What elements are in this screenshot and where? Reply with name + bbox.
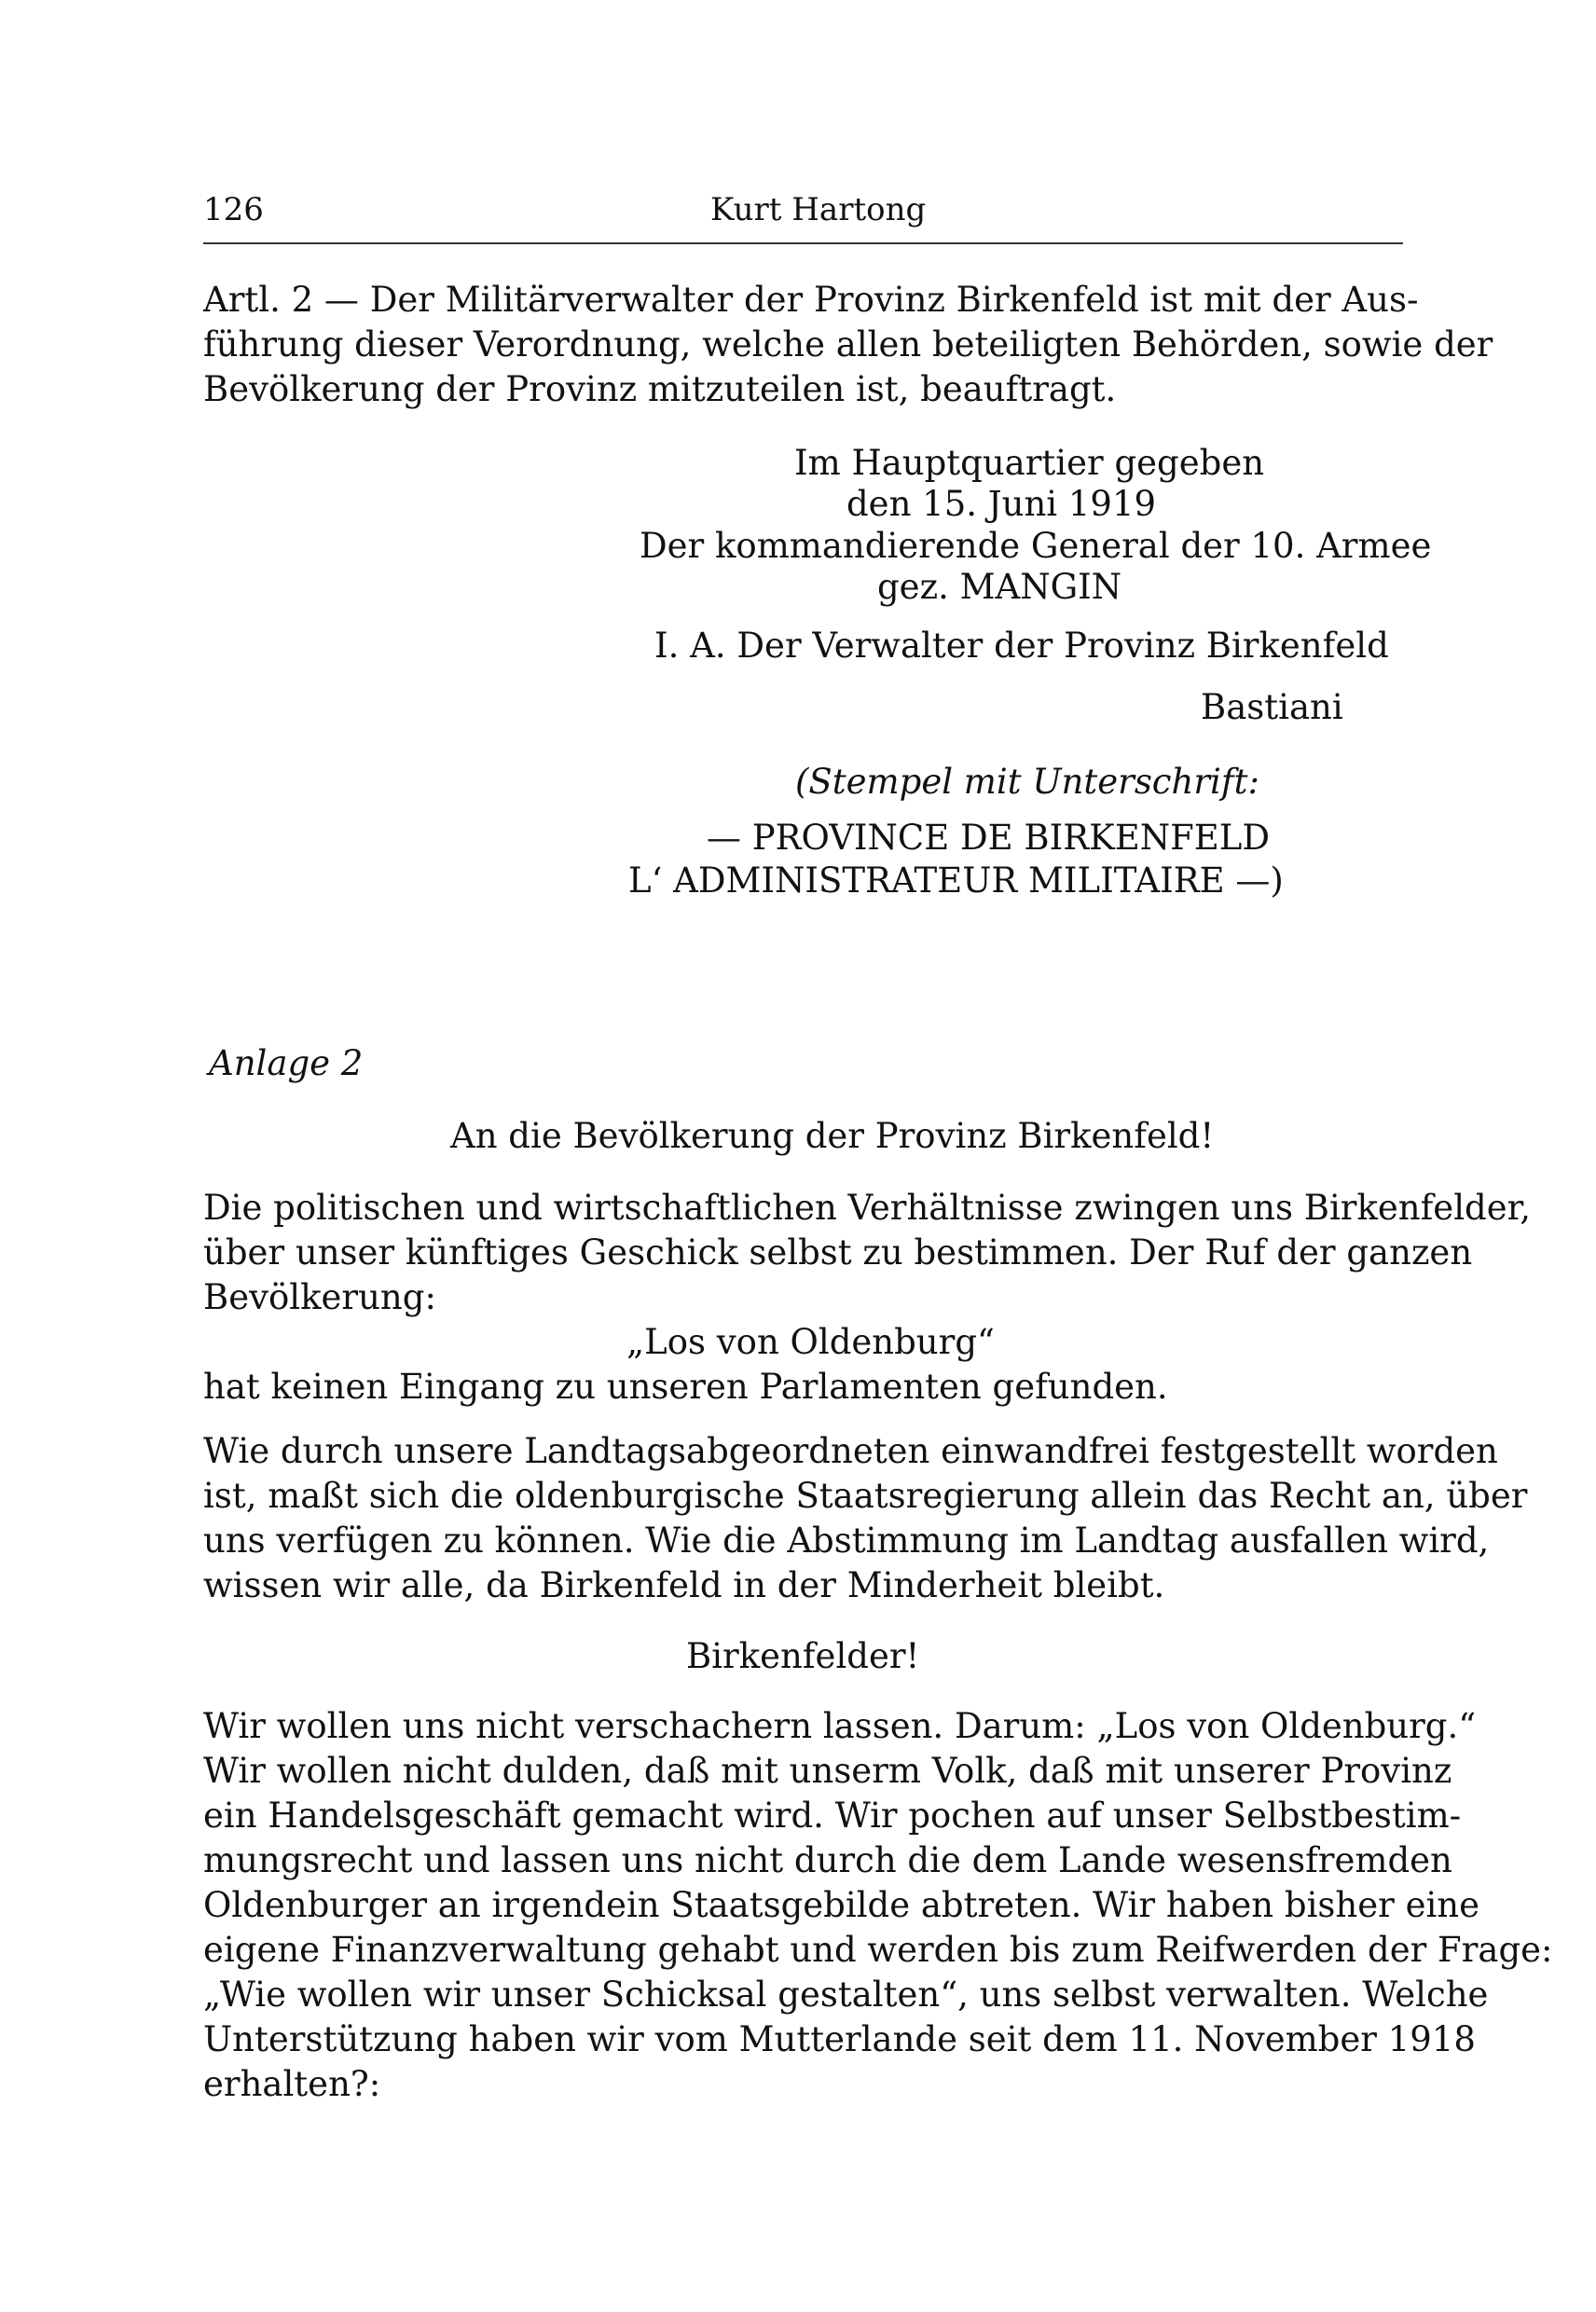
paragraph3-line-6: eigene Finanzverwaltung gehabt und werden bis zum Reifwerden der Frage: (203, 1930, 1553, 1970)
paragraph3-line-7: „Wie wollen wir unser Schicksal gestalten“, uns selbst verwalten. Welche (203, 1975, 1489, 2015)
appeal-heading: Birkenfelder! (686, 1636, 920, 1676)
anlage-label: Anlage 2 (209, 1043, 364, 1083)
paragraph1-after: hat keinen Eingang zu unseren Parlamenten gefunden. (203, 1367, 1168, 1407)
signature-date: den 15. Juni 1919 (846, 484, 1157, 524)
artikel-line-1: Artl. 2 — Der Militärverwalter der Provinz Birkenfeld ist mit der Aus- (203, 280, 1419, 320)
paragraph3-line-2: Wir wollen nicht dulden, daß mit unserm Volk, daß mit unserer Provinz (203, 1751, 1452, 1791)
paragraph2-line-3: uns verfügen zu können. Wie die Abstimmung im Landtag ausfallen wird, (203, 1521, 1490, 1561)
anlage-heading: An die Bevölkerung der Provinz Birkenfeld! (450, 1116, 1215, 1156)
artikel-line-3: Bevölkerung der Provinz mitzuteilen ist, beauftragt. (203, 369, 1117, 409)
signature-general: Der kommandierende General der 10. Armee (640, 526, 1432, 566)
header-rule (203, 242, 1403, 244)
paragraph2-line-2: ist, maßt sich die oldenburgische Staatsregierung allein das Recht an, über (203, 1476, 1528, 1516)
page-number: 126 (203, 191, 264, 228)
paragraph3-line-5: Oldenburger an irgendein Staatsgebilde abtreten. Wir haben bisher eine (203, 1885, 1480, 1925)
stamp-note: (Stempel mit Unterschrift: (795, 762, 1259, 802)
paragraph2-line-1: Wie durch unsere Landtagsabgeordneten einwandfrei festgestellt worden (203, 1431, 1498, 1471)
stamp-line-2: L‘ ADMINISTRATEUR MILITAIRE —) (628, 860, 1284, 901)
paragraph1-line-3: Bevölkerung: (203, 1277, 436, 1317)
artikel-line-2: führung dieser Verordnung, welche allen beteiligten Behörden, sowie der (203, 324, 1493, 365)
running-title: Kurt Hartong (710, 191, 927, 228)
paragraph3-line-1: Wir wollen uns nicht verschachern lassen. Darum: „Los von Oldenburg.“ (203, 1706, 1477, 1746)
signature-name: Bastiani (1201, 687, 1343, 727)
signature-place: Im Hauptquartier gegeben (794, 443, 1265, 483)
paragraph3-line-3: ein Handelsgeschäft gemacht wird. Wir pochen auf unser Selbstbestim- (203, 1796, 1462, 1836)
paragraph3-line-4: mungsrecht und lassen uns nicht durch die dem Lande wesensfremden (203, 1840, 1452, 1880)
paragraph3-line-8: Unterstützung haben wir vom Mutterlande seit dem 11. November 1918 (203, 2019, 1476, 2059)
stamp-line-1: — PROVINCE DE BIRKENFELD (707, 818, 1271, 858)
paragraph1-line-1: Die politischen und wirtschaftlichen Verhältnisse zwingen uns Birkenfelder, (203, 1188, 1531, 1228)
signature-administrator: I. A. Der Verwalter der Provinz Birkenfeld (654, 626, 1389, 666)
slogan: „Los von Oldenburg“ (626, 1322, 995, 1362)
paragraph3-line-9: erhalten?: (203, 2064, 381, 2104)
paragraph1-line-2: über unser künftiges Geschick selbst zu bestimmen. Der Ruf der ganzen (203, 1232, 1473, 1273)
paragraph2-line-4: wissen wir alle, da Birkenfeld in der Minderheit bleibt. (203, 1565, 1165, 1605)
signature-signed: gez. MANGIN (877, 567, 1122, 607)
